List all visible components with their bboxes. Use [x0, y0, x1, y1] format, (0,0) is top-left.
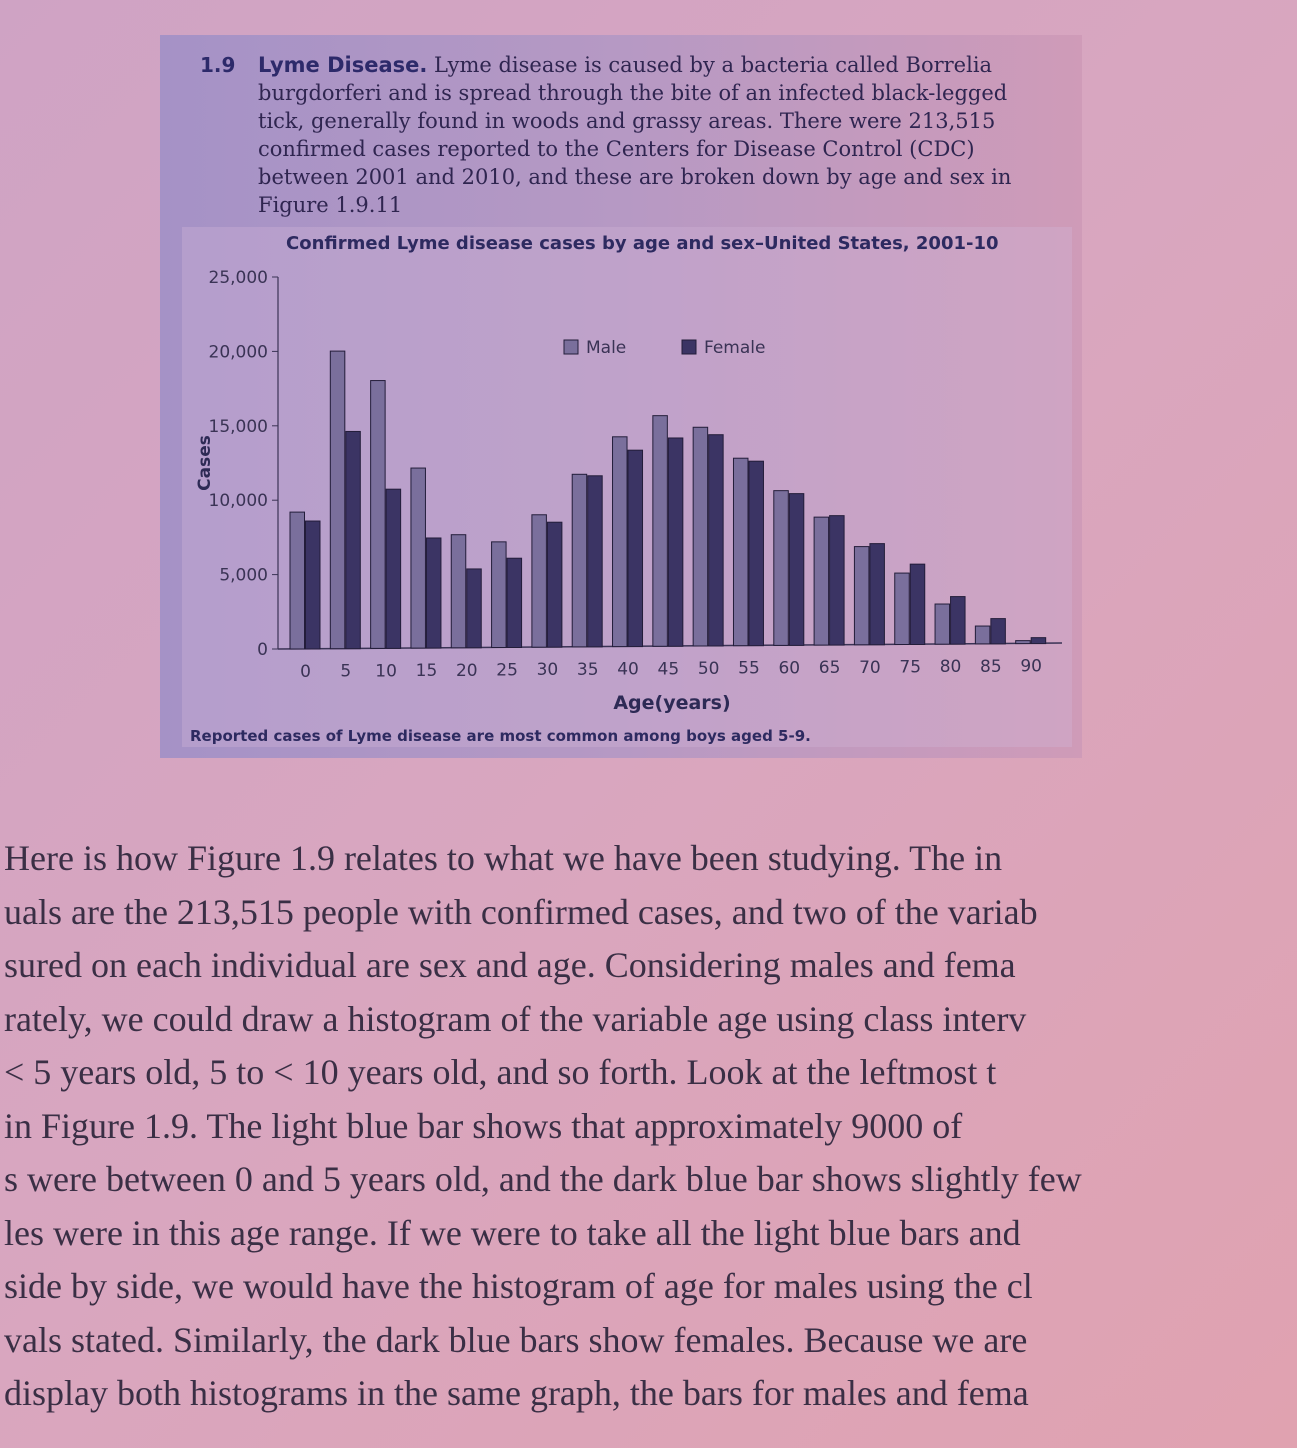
body-line: rately, we could draw a histogram of the variable age using class interv — [4, 998, 1027, 1039]
x-tick-label: 5 — [340, 661, 352, 682]
bar-female — [426, 538, 441, 648]
x-tick-label: 50 — [697, 659, 720, 679]
body-line: uals are the 213,515 people with confirmed cases, and two of the variab — [4, 891, 1038, 932]
bar-female — [789, 494, 804, 646]
bar-male — [1016, 641, 1031, 644]
x-tick-label: 85 — [980, 656, 1002, 677]
x-tick-label: 70 — [859, 657, 881, 678]
exercise-figure-box — [160, 35, 1082, 758]
body-paragraph — [4, 832, 1290, 1421]
bar-female — [547, 522, 562, 647]
legend-swatch-female — [682, 340, 696, 354]
bar-female — [507, 558, 522, 647]
y-tick-label: 20,000 — [208, 342, 268, 363]
bar-female — [628, 450, 643, 646]
bar-female — [991, 619, 1006, 644]
bar-male — [532, 515, 547, 647]
x-tick-label: 45 — [657, 659, 680, 680]
exercise-title: Lyme Disease. — [258, 53, 428, 77]
body-line: side by side, we would have the histogram of age for males using the cl — [4, 1266, 1033, 1306]
x-tick-label: 80 — [939, 657, 962, 678]
bar-female — [951, 597, 966, 645]
x-tick-label: 35 — [576, 659, 599, 680]
bar-male — [572, 474, 587, 647]
x-tick-label: 30 — [536, 660, 559, 681]
bar-male — [774, 491, 789, 646]
bar-male — [290, 512, 305, 649]
x-tick-label: 65 — [818, 658, 841, 679]
bar-male — [492, 542, 507, 648]
chart-panel — [182, 227, 1072, 747]
x-tick-label: 55 — [738, 658, 760, 679]
bar-male — [330, 351, 345, 649]
bar-male — [814, 517, 829, 645]
x-tick-label: 75 — [899, 657, 922, 678]
y-tick-label: 15,000 — [208, 416, 268, 437]
bar-male — [411, 468, 426, 648]
y-tick-label: 5,000 — [219, 565, 268, 586]
body-line: < 5 years old, 5 to < 10 years old, and so forth. Look at the leftmost t — [4, 1052, 997, 1092]
bar-male — [935, 604, 950, 644]
bar-male — [693, 427, 708, 646]
bar-female — [588, 476, 603, 647]
body-line: Here is how Figure 1.9 relates to what we have been studying. The in — [4, 838, 1003, 878]
bar-female — [709, 435, 724, 646]
bar-female — [870, 544, 885, 645]
y-tick-label: 10,000 — [208, 491, 268, 512]
legend-label-female: Female — [704, 338, 766, 358]
bar-female — [346, 431, 361, 648]
bar-male — [733, 458, 748, 645]
chart-title: Confirmed Lyme disease cases by age and sex–United States, 2001-10 — [286, 233, 999, 254]
exercise-heading — [200, 51, 1040, 219]
body-line: les were in this age range. If we were to take all the light blue bars and — [4, 1212, 1021, 1253]
bar-female — [830, 516, 845, 645]
bar-male — [653, 416, 668, 647]
exercise-text: Lyme disease is caused by a bacteria called Borrelia burgdorferi and is spread through the bite of an infected black-legged tick, generally found in woods and grassy areas. There were 213,515 confirmed cases reported to the Centers for Disease Control (CDC) between 2001 and 2010, and these are broken down by age and sex in Figure 1.9.11 — [258, 53, 1012, 217]
bar-female — [910, 564, 925, 644]
bar-female — [467, 569, 482, 648]
x-tick-label: 15 — [415, 661, 438, 682]
x-tick-label: 0 — [300, 662, 311, 682]
bar-female — [306, 521, 321, 649]
bar-chart — [182, 227, 1072, 747]
y-tick-label: 0 — [257, 640, 268, 660]
bar-male — [854, 547, 869, 645]
bar-male — [613, 437, 628, 647]
bar-male — [895, 573, 910, 644]
y-tick-label: 25,000 — [208, 268, 268, 288]
bar-male — [975, 626, 990, 644]
x-tick-label: 20 — [455, 660, 478, 681]
bar-female — [668, 438, 683, 646]
bar-female — [749, 461, 764, 646]
legend-label-male: Male — [586, 338, 627, 358]
figure-caption: Reported cases of Lyme disease are most common among boys aged 5-9. — [190, 727, 811, 745]
x-tick-label: 25 — [496, 660, 518, 681]
body-line: vals stated. Similarly, the dark blue bars show females. Because we are — [4, 1319, 1028, 1360]
body-line: sured on each individual are sex and age. Considering males and fema — [4, 945, 1016, 985]
x-tick-label: 60 — [778, 658, 801, 679]
x-axis-label: Age(years) — [613, 692, 731, 714]
x-tick-label: 10 — [375, 661, 397, 682]
x-tick-label: 90 — [1020, 656, 1043, 677]
body-line: s were between 0 and 5 years old, and the dark blue bar shows slightly few — [4, 1159, 1082, 1199]
body-line: in Figure 1.9. The light blue bar shows that approximately 9000 of — [4, 1105, 963, 1146]
bar-male — [451, 535, 466, 648]
bar-female — [1031, 638, 1046, 644]
bar-male — [371, 381, 386, 649]
legend-swatch-male — [564, 340, 578, 354]
body-line: display both histograms in the same graph, the bars for males and fema — [4, 1373, 1029, 1413]
exercise-number: 1.9 — [200, 53, 236, 77]
y-axis-label: Cases — [195, 435, 215, 491]
x-tick-label: 40 — [617, 659, 639, 680]
bar-female — [386, 489, 401, 648]
